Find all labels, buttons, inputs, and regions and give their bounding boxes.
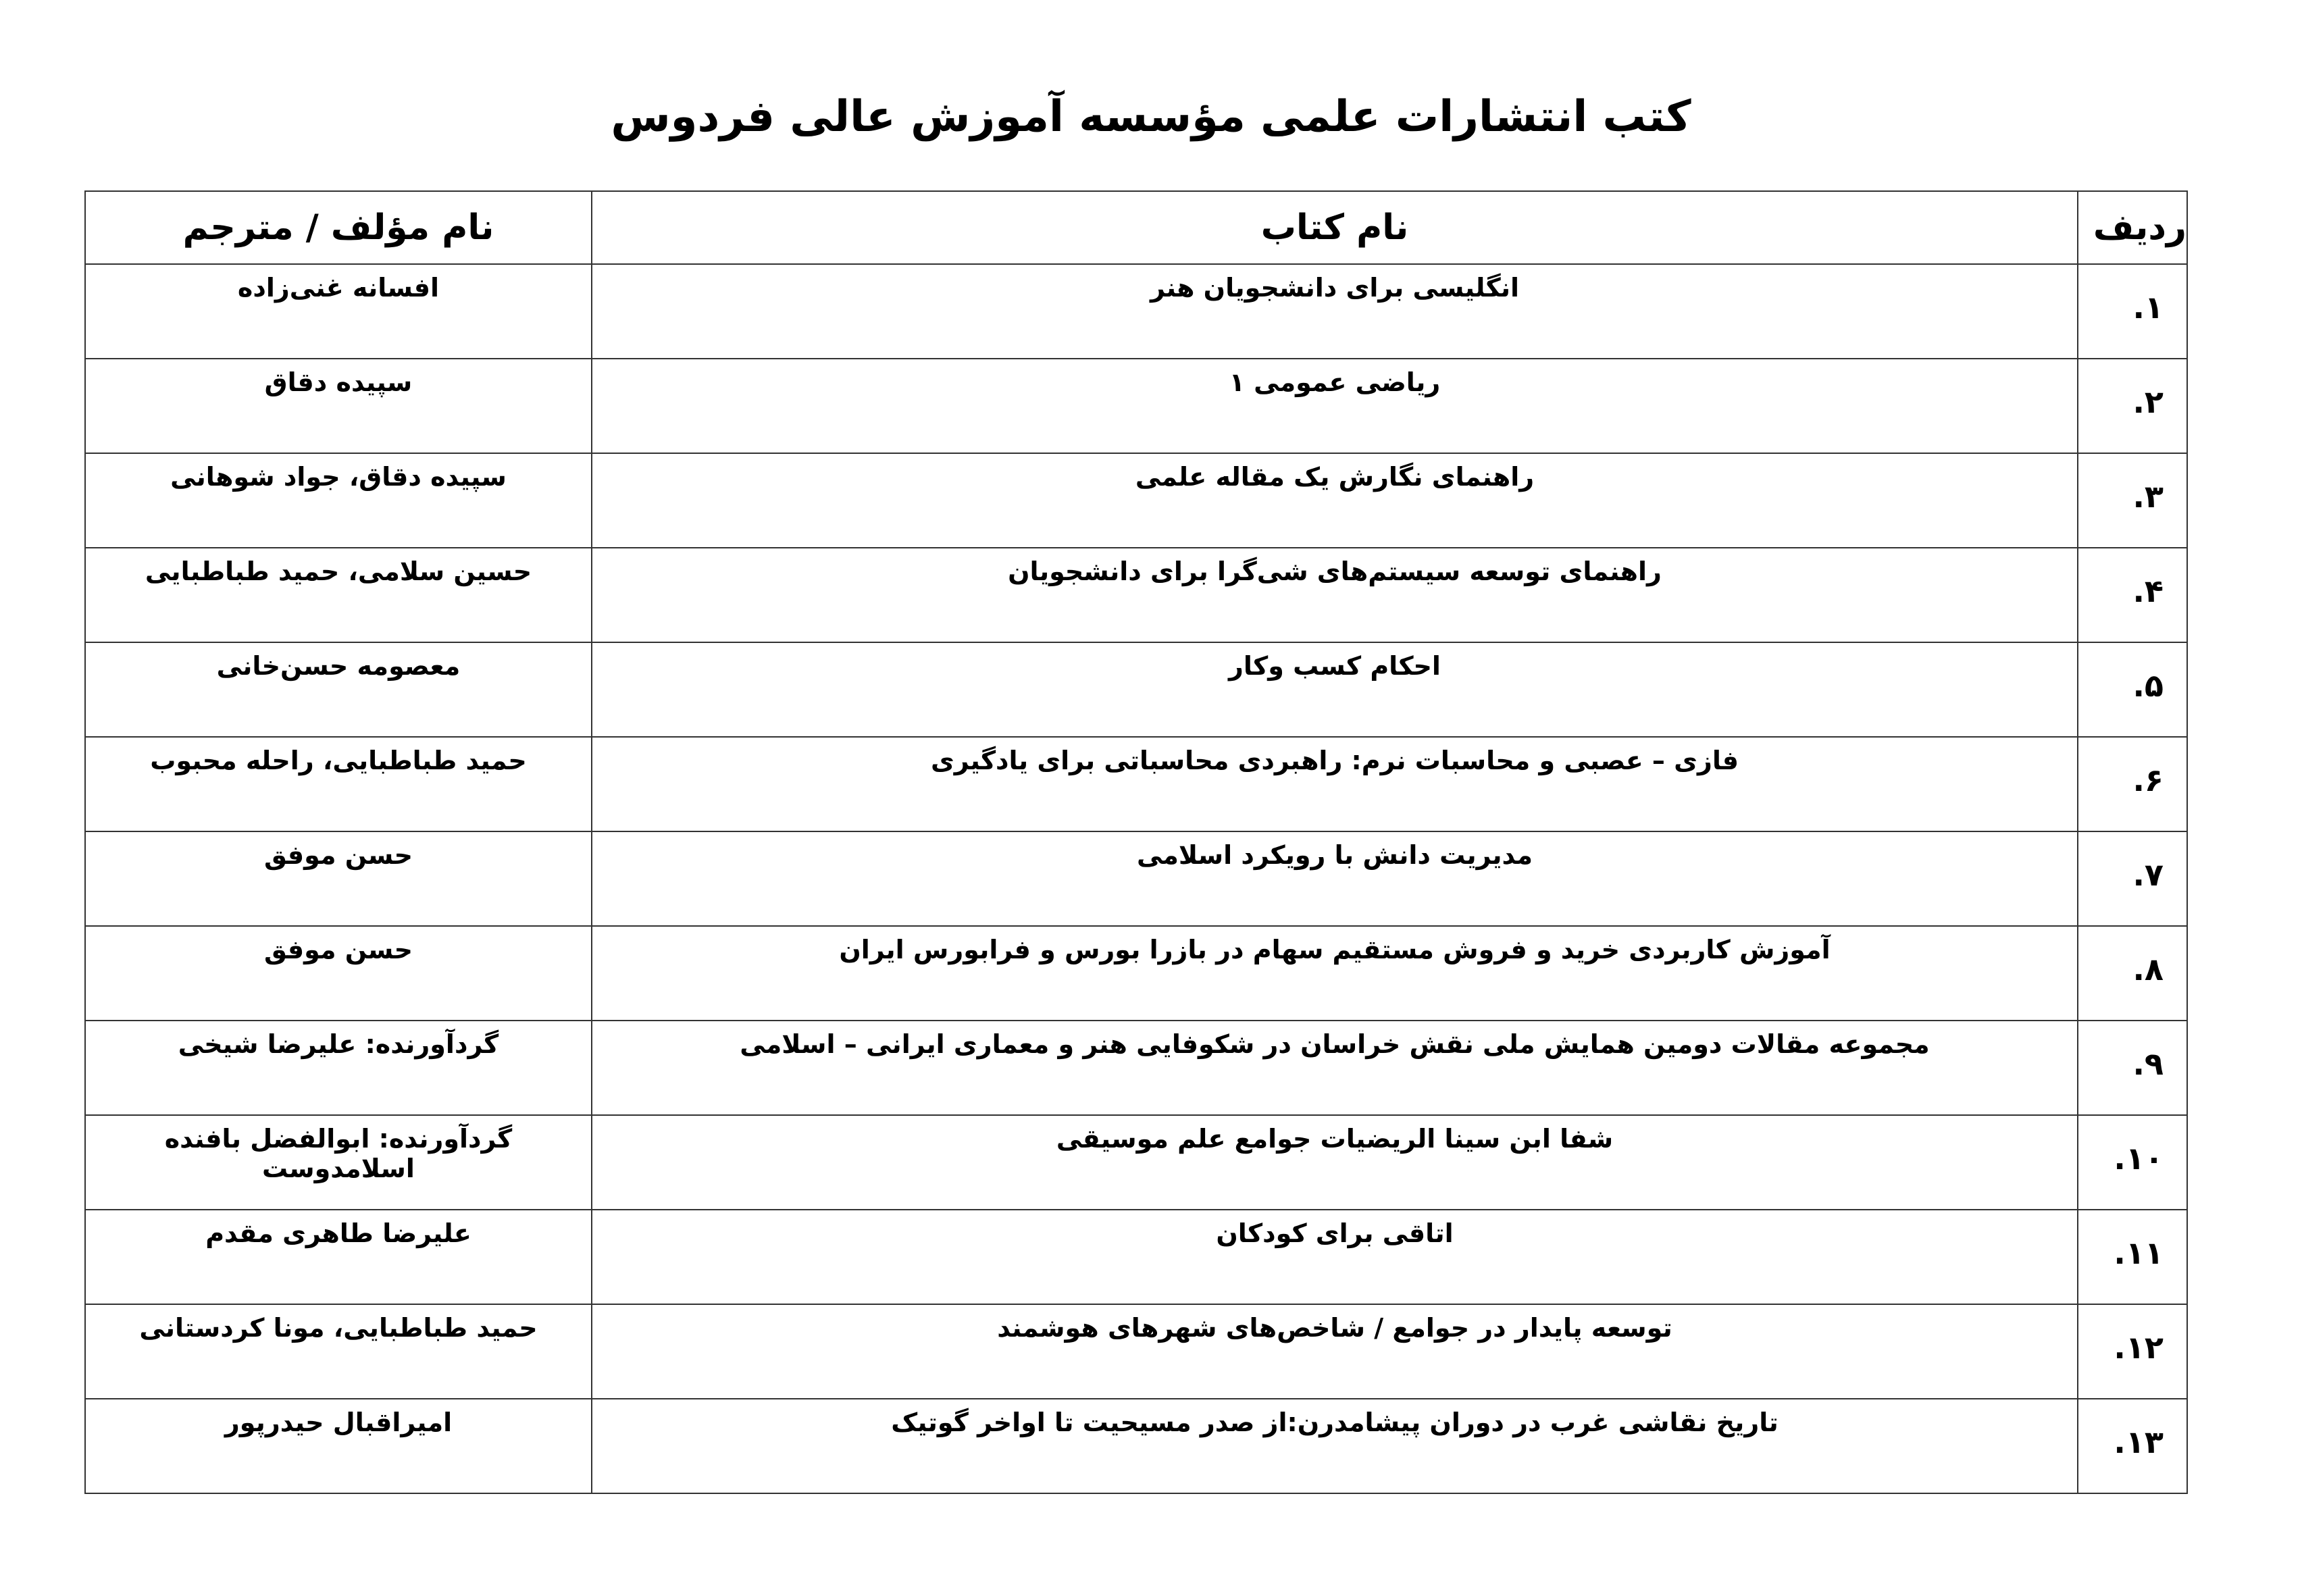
book-title: مدیریت دانش با رویکرد اسلامی [592, 831, 2078, 926]
table-row [85, 359, 2187, 453]
book-title: آموزش کاربردی خرید و فروش مستقیم سهام در بازرا بورس و فرابورس ایران [592, 926, 2078, 1021]
header-row-number: ردیف [2078, 191, 2187, 264]
table-row [85, 642, 2187, 737]
book-title: اتاقی برای کودکان [592, 1210, 2078, 1304]
row-number: ۱۱. [2078, 1210, 2187, 1304]
row-number: ۱۲. [2078, 1304, 2187, 1399]
book-title: شفا ابن سینا الریضیات جوامع علم موسیقی [592, 1115, 2078, 1210]
book-author: حسن موفق [85, 831, 592, 926]
table-row [85, 1399, 2187, 1493]
table-row [85, 264, 2187, 359]
table-row [85, 831, 2187, 926]
book-author: سپیده دقاق [85, 359, 592, 453]
row-number: ۱۰. [2078, 1115, 2187, 1210]
book-title: احکام کسب وکار [592, 642, 2078, 737]
row-number: ۴. [2078, 548, 2187, 642]
row-number: ۹. [2078, 1021, 2187, 1115]
book-author: امیراقبال حیدرپور [85, 1399, 592, 1493]
book-title: راهنمای نگارش یک مقاله علمی [592, 453, 2078, 548]
table-row [85, 548, 2187, 642]
book-author: گردآورنده: ابوالفضل بافنده اسلامدوست [85, 1115, 592, 1210]
table-body [85, 264, 2187, 1493]
book-title: ریاضی عمومی ۱ [592, 359, 2078, 453]
book-author: حسین سلامی، حمید طباطبایی [85, 548, 592, 642]
book-author: حسن موفق [85, 926, 592, 1021]
row-number: ۸. [2078, 926, 2187, 1021]
book-title: راهنمای توسعه سیستم‌های شی‌گرا برای دانشجویان [592, 548, 2078, 642]
table-row [85, 1115, 2187, 1210]
page-title: کتب انتشارات علمی مؤسسه آموزش عالی فردوس [611, 92, 1691, 142]
book-author: سپیده دقاق، جواد شوهانی [85, 453, 592, 548]
table-row [85, 1021, 2187, 1115]
row-number: ۶. [2078, 737, 2187, 831]
book-title: مجموعه مقالات دومین همایش ملی نقش خراسان در شکوفایی هنر و معماری ایرانی – اسلامی [592, 1021, 2078, 1115]
books-table [84, 190, 2188, 1494]
header-book-title: نام کتاب [592, 191, 2078, 264]
table-row [85, 1210, 2187, 1304]
table-row [85, 453, 2187, 548]
table-header [85, 191, 2187, 264]
book-author: حمید طباطبایی، مونا کردستانی [85, 1304, 592, 1399]
row-number: ۲. [2078, 359, 2187, 453]
book-title: انگلیسی برای دانشجویان هنر [592, 264, 2078, 359]
book-author: معصومه حسن‌خانی [85, 642, 592, 737]
book-author: حمید طباطبایی، راحله محبوب [85, 737, 592, 831]
book-title: فازی – عصبی و محاسبات نرم: راهبردی محاسباتی برای یادگیری [592, 737, 2078, 831]
header-row [85, 191, 2187, 264]
book-author: افسانه غنی‌زاده [85, 264, 592, 359]
table-row [85, 1304, 2187, 1399]
row-number: ۱۳. [2078, 1399, 2187, 1493]
row-number: ۷. [2078, 831, 2187, 926]
table-row [85, 737, 2187, 831]
book-author: علیرضا طاهری مقدم [85, 1210, 592, 1304]
row-number: ۱. [2078, 264, 2187, 359]
header-author: نام مؤلف / مترجم [85, 191, 592, 264]
book-title: تاریخ نقاشی غرب در دوران پیشامدرن:از صدر مسیحیت تا اواخر گوتیک [592, 1399, 2078, 1493]
book-title: توسعه پایدار در جوامع / شاخص‌های شهرهای هوشمند [592, 1304, 2078, 1399]
table-row [85, 926, 2187, 1021]
row-number: ۵. [2078, 642, 2187, 737]
row-number: ۳. [2078, 453, 2187, 548]
book-author: گردآورنده: علیرضا شیخی [85, 1021, 592, 1115]
